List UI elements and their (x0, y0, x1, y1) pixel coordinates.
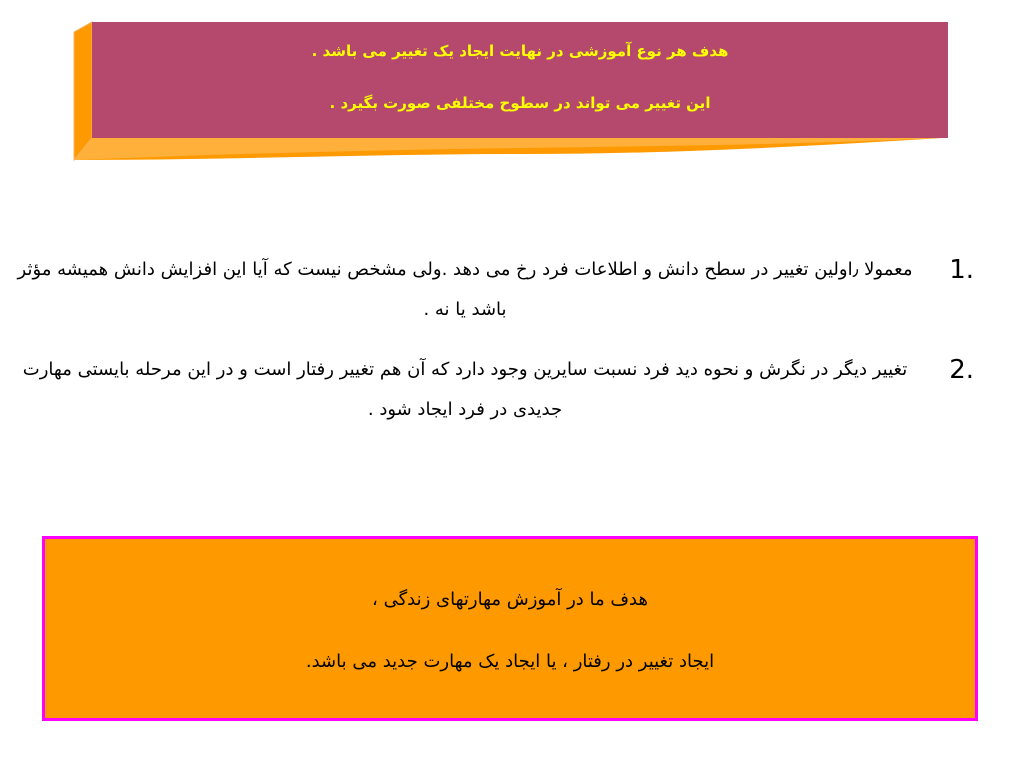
numbered-list (10, 250, 980, 430)
list-item (10, 350, 980, 430)
callout-line-2: ایجاد تغییر در رفتار ، یا ایجاد یک مهارت جدید می باشد. (305, 651, 715, 672)
list-item (10, 250, 980, 330)
banner-line-1: هدف هر نوع آموزشی در نهایت ایجاد یک تغییر می باشد . (311, 42, 729, 60)
list-item-text: معمولا ٫اولین تغییر در سطح دانش و اطلاعات فرد رخ می دهد .ولی مشخص نیست که آیا این افزایش دانش همیشه مؤثر باشد یا نه . (17, 259, 913, 320)
banner-line-2: این تغییر می تواند در سطوح مختلفی صورت بگیرد . (329, 94, 711, 112)
list-item-number: 1. (949, 255, 974, 285)
list-item-text: تغییر دیگر در نگرش و نحوه دید فرد نسبت سایرین وجود دارد که آن هم تغییر رفتار است و در این مرحله بایستی مهارت جدیدی در فرد ایجاد شود . (22, 359, 908, 420)
banner-text (92, 22, 948, 140)
list-item-number: 2. (949, 355, 974, 385)
banner-panel (72, 20, 950, 165)
callout-line-1: هدف ما در آموزش مهارتهای زندگی ، (372, 589, 648, 610)
callout-box (42, 536, 978, 721)
